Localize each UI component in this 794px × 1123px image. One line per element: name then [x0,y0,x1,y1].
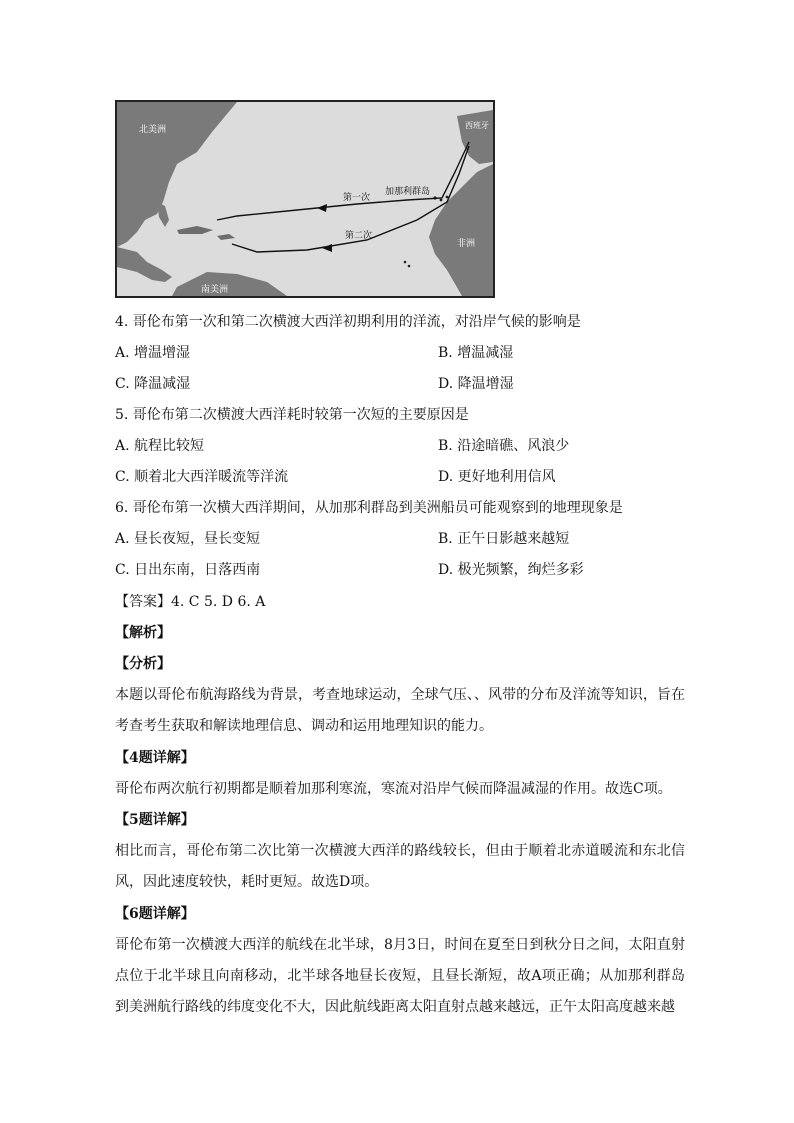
q5-stem: 5. 哥伦布第二次横渡大西洋耗时较第一次短的主要原因是 [115,407,469,423]
route-map [115,100,495,298]
q4-option-c: C. 降温减湿 [115,376,191,392]
detail-5-heading: 【5题详解】 [115,812,195,828]
label-north-america: 北美洲 [139,125,167,135]
detail-4-heading: 【4题详解】 [115,750,195,766]
label-south-america: 南美洲 [201,285,229,295]
q4-option-b: B. 增温减湿 [438,345,514,361]
label-spain: 西班牙 [465,121,489,130]
detail-5-text: 相比而言，哥伦布第二次比第一次横渡大西洋的路线较长，但由于顺着北赤道暖流和东北信风，因此速度较快，耗时更短。故选D项。 [115,843,685,890]
q5-option-c: C. 顺着北大西洋暖流等洋流 [115,469,289,485]
q5-option-b: B. 沿途暗礁、风浪少 [438,438,570,454]
q4-stem: 4. 哥伦布第一次和第二次横渡大西洋初期利用的洋流，对沿岸气候的影响是 [115,314,581,330]
detail-6-text: 哥伦布第一次横渡大西洋的航线在北半球，8月3日，时间在夏至日到秋分日之间，太阳直射点位于北半球且向南移动，北半球各地昼长夜短，且昼长渐短，故A项正确；从加那利群岛到美洲航行路线的纬度变化不大，因此航线距离太阳直射点越来越远，正午太阳高度越来越 [115,937,685,1015]
detail-6-heading: 【6题详解】 [115,906,195,922]
jiexi-heading: 【解析】 [115,625,171,641]
q4-option-a: A. 增温增湿 [115,345,191,361]
q6-option-a: A. 昼长夜短，昼长变短 [115,531,261,547]
label-first: 第一次 [343,193,371,203]
q6-option-b: B. 正午日影越来越短 [438,531,570,547]
q6-stem: 6. 哥伦布第一次横大西洋期间，从加那利群岛到美洲船员可能观察到的地理现象是 [115,500,623,516]
q5-option-d: D. 更好地利用信风 [438,469,556,485]
answer-line: 【答案】4. C 5. D 6. A [115,594,266,610]
fenxi-heading: 【分析】 [115,656,171,672]
q5-option-a: A. 航程比较短 [115,438,205,454]
q6-option-c: C. 日出东南，日落西南 [115,562,261,578]
label-africa: 非洲 [457,239,476,249]
analysis-paragraph: 本题以哥伦布航海路线为背景，考查地球运动，全球气压、、风带的分布及洋流等知识，旨在考查考生获取和解读地理信息、调动和运用地理知识的能力。 [115,687,685,734]
label-canary: 加那利群岛 [385,187,431,197]
detail-4-text: 哥伦布两次航行初期都是顺着加那利寒流，寒流对沿岸气候而降温减湿的作用。故选C项。 [115,781,672,797]
label-second: 第二次 [345,231,373,241]
q6-option-d: D. 极光频繁，绚烂多彩 [438,562,584,578]
q4-option-d: D. 降温增湿 [438,376,514,392]
